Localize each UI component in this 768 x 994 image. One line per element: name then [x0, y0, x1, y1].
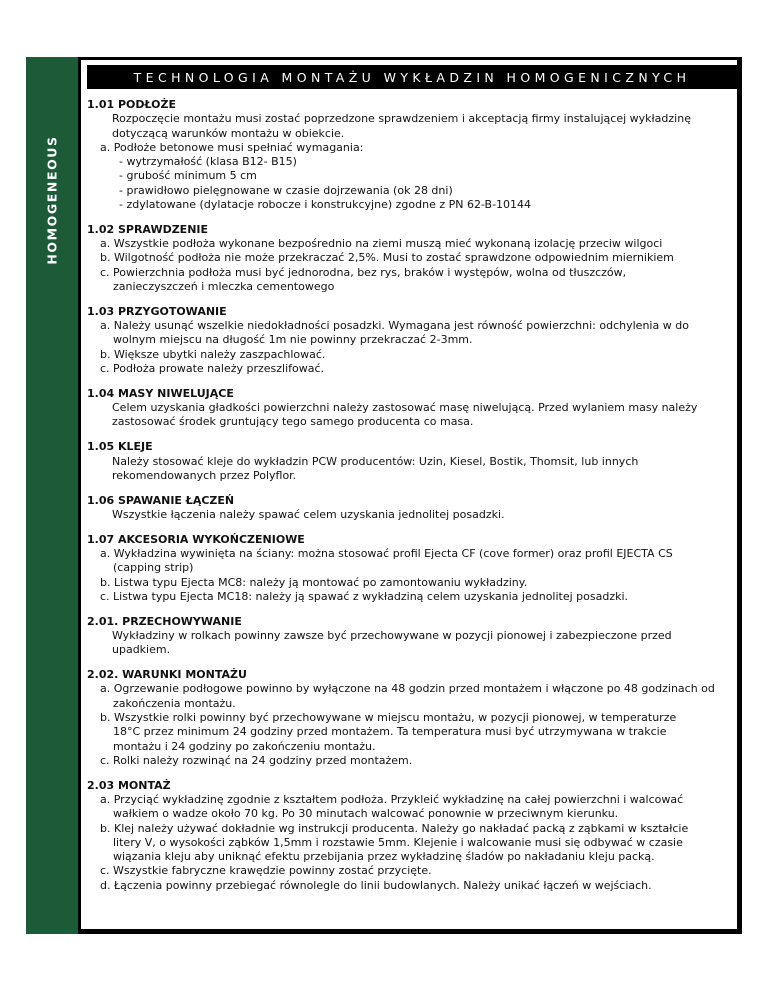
section-heading: 1.05 KLEJE	[87, 440, 153, 454]
list-item: b. Wilgotność podłoża nie może przekraczać 2,5%. Musi to zostać sprawdzone odpowiednim miernikiem	[100, 251, 674, 265]
list-item-continuation: wiązania kleju aby uniknąć efektu przebijania przez wykładzinę śladów po nakładaniu kleju packą.	[113, 850, 655, 864]
list-item: a. Podłoże betonowe musi spełniać wymagania:	[100, 140, 364, 154]
section	[87, 779, 747, 893]
list-item: a. Należy usunąć wszelkie niedokładności posadzki. Wymagana jest równość powierzchni: odchylenia w do	[100, 319, 689, 333]
section-heading: 1.07 AKCESORIA WYKOŃCZENIOWE	[87, 532, 305, 546]
list-item-continuation: (capping strip)	[113, 561, 194, 575]
section-heading: 2.02. WARUNKI MONTAŻU	[87, 668, 247, 682]
requirement-item: - grubość minimum 5 cm	[119, 169, 257, 183]
list-item: c. Podłoża prowate należy przeszlifować.	[100, 362, 325, 376]
section	[87, 223, 747, 294]
paragraph-line: Należy stosować kleje do wykładzin PCW producentów: Uzin, Kiesel, Bostik, Thomsit, lub innych	[112, 454, 639, 468]
section	[87, 440, 747, 483]
list-item: b. Większe ubytki należy zaszpachlować.	[100, 347, 326, 361]
requirement-item: - wytrzymałość (klasa B12- B15)	[119, 155, 297, 169]
section	[87, 615, 747, 658]
list-item-continuation: wałkiem o wadze około 70 kg. Po 30 minutach walcować ponownie w przeciwnym kierunku.	[113, 807, 619, 821]
paragraph-line: Wszystkie łączenia należy spawać celem uzyskania jednolitej posadzki.	[112, 507, 505, 521]
list-item-continuation: zanieczyszczeń i mleczka cementowego	[113, 280, 335, 294]
list-item-continuation: zakończenia montażu.	[113, 696, 236, 710]
section-heading: 2.03 MONTAŻ	[87, 778, 171, 792]
section-heading: 1.03 PRZYGOTOWANIE	[87, 304, 227, 318]
paragraph-line: zastosować środek gruntujący tego samego producenta co masa.	[112, 415, 474, 429]
paragraph-line: rekomendowanych przez Polyflor.	[112, 468, 297, 482]
list-item: a. Przyciąć wykładzinę zgodnie z kształtem podłoża. Przykleić wykładzinę na całej powierzchni i walcować	[100, 792, 684, 806]
paragraph-line: Rozpoczęcie montażu musi zostać poprzedzone sprawdzeniem i akceptacją firmy instalującej wykładzinę	[112, 112, 691, 126]
list-item: a. Ogrzewanie podłogowe powinno by wyłączone na 48 godzin przed montażem i włączone po 48 godzinach od	[100, 682, 715, 696]
section	[87, 668, 747, 768]
list-item: a. Wykładzina wywinięta na ściany: można stosować profil Ejecta CF (cove former) oraz profil EJECTA CS	[100, 547, 673, 561]
list-item: c. Wszystkie fabryczne krawędzie powinny zostać przycięte.	[100, 864, 432, 878]
sidebar-label: HOMOGENEOUS	[44, 135, 60, 265]
list-item-continuation: wolnym miejscu na długość 1m nie powinny przekraczać 2-3mm.	[113, 333, 473, 347]
list-item: c. Rolki należy rozwinąć na 24 godziny przed montażem.	[100, 753, 413, 767]
list-item: d. Łączenia powinny przebiegać równolegle do linii budowlanych. Należy unikać łączeń w wejściach.	[100, 878, 652, 892]
page-title: TECHNOLOGIA MONTAŻU WYKŁADZIN HOMOGENICZNYCH	[133, 69, 691, 85]
document-content	[87, 98, 747, 904]
section	[87, 98, 747, 212]
section	[87, 494, 747, 523]
paragraph-line: Celem uzyskania gładkości powierzchni należy zastosować masę niwelującą. Przed wylaniem masy należy	[112, 401, 698, 415]
list-item-continuation: montażu i 24 godziny po zakończeniu montażu.	[113, 739, 376, 753]
title-bar	[87, 65, 737, 89]
section-heading: 1.06 SPAWANIE ŁĄCZEŃ	[87, 493, 235, 507]
paragraph-line: upadkiem.	[112, 643, 171, 657]
section-heading: 1.02 SPRAWDZENIE	[87, 222, 209, 236]
list-item: c. Powierzchnia podłoża musi być jednorodna, bez rys, braków i występów, wolna od tłuszczów,	[100, 265, 627, 279]
section-heading: 1.04 MASY NIWELUJĄCE	[87, 386, 234, 400]
paragraph-line: Wykładziny w rolkach powinny zawsze być przechowywane w pozycji pionowej i zabezpieczone przed	[112, 629, 672, 642]
section-heading: 1.01 PODŁOŻE	[87, 98, 177, 111]
list-item: b. Klej należy używać dokładnie wg instrukcji producenta. Należy go nakładać packą z ząbkami w kształcie	[100, 821, 689, 835]
list-item-continuation: litery V, o wysokości ząbków 1,5mm i rozstawie 5mm. Klejenie i walcowanie musi się odbywać w czasie	[113, 835, 683, 849]
list-item: b. Wszystkie rolki powinny być przechowywane w miejscu montażu, w pozycji pionowej, w temperaturze	[100, 710, 677, 724]
section	[87, 387, 747, 430]
list-item: a. Wszystkie podłoża wykonane bezpośrednio na ziemi muszą mieć wykonaną izolację przeciw wilgoci	[100, 237, 663, 251]
section	[87, 305, 747, 376]
paragraph-line: dotyczącą warunków montażu w obiekcie.	[112, 126, 345, 140]
list-item: b. Listwa typu Ejecta MC8: należy ją montować po zamontowaniu wykładziny.	[100, 575, 528, 589]
section-heading: 2.01. PRZECHOWYWANIE	[87, 614, 242, 628]
requirement-item: - zdylatowane (dylatacje robocze i konstrukcyjne) zgodne z PN 62-B-10144	[119, 198, 532, 212]
list-item: c. Listwa typu Ejecta MC18: należy ją spawać z wykładziną celem uzyskania jednolitej posadzki.	[100, 589, 629, 603]
list-item-continuation: 18°C przez minimum 24 godziny przed montażem. Ta temperatura musi być utrzymywana w trakcie	[113, 725, 667, 739]
section	[87, 533, 747, 604]
requirement-item: - prawidłowo pielęgnowane w czasie dojrzewania (ok 28 dni)	[119, 183, 453, 197]
